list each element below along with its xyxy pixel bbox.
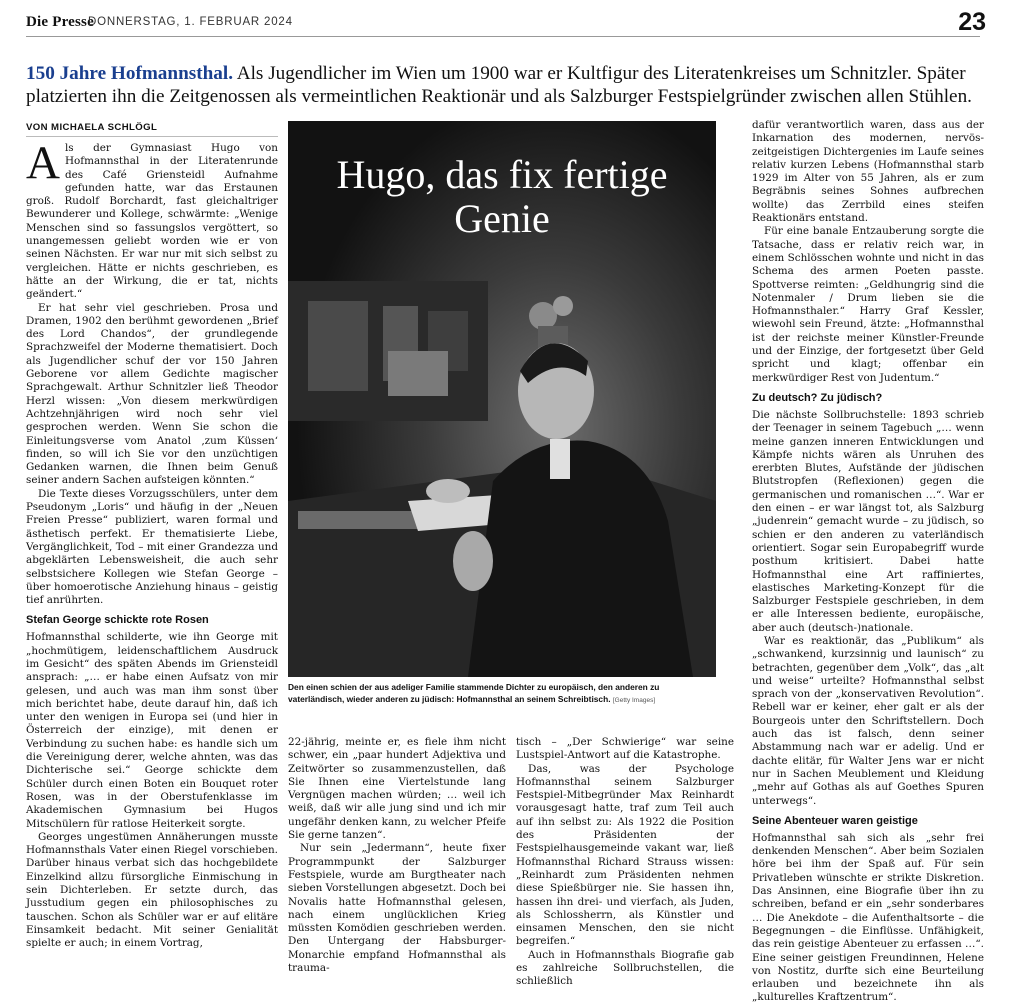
photo-headline: Hugo, das fix fertige Genie	[336, 152, 668, 241]
article-column-1	[26, 137, 278, 951]
article-column-3	[516, 736, 734, 989]
paragraph: Das, was der Psychologe Hofmannsthal seinem Salzburger Festspiel-Mitbegründer Max Reinhardt vorausgesagt hatte, traf zum Teil auch auf ihn selbst zu: Als 1922 die Position des Präsidenten der Festspielhausgemeinde vakant war, ließ Hofmannsthal Richard Strauss wissen: „Reinhardt zum Präsidenten nehmen diese Spießbürger nie. Sie hassen ihn, hassen ihn drei- und vierfach, als Juden, als Schlossherrn, als Künstler und einsamen Menschen, den sie nicht begreifen.“	[516, 762, 734, 948]
paragraph: Die Texte dieses Vorzugsschülers, unter dem Pseudonym „Loris“ und häufig in der „Neuen Freien Presse“ publiziert, waren formal und ästhetisch perfekt. Er thematisierte Liebe, Vergänglichkeit, Tod – mit einer Grandezza und abgeklärten Lebensweisheit, die auch sehr selbstsichere Kollegen wie Stefan George – über homoerotische Anziehung hinaus – geistig tief anrührten.	[26, 487, 278, 607]
paragraph-text: ls der Gymnasiast Hugo von Hofmannsthal in der Literatenrunde des Café Griensteidl Aufnahme gefunden hatte, war das Erstaunen groß. Rudolf Borchardt, fast gleichaltriger Bewunderer und Kollege, schwärmte: „Wenige Menschen sind so fassungslos vergöttert, so unangemessen geliebt worden wie er von seinen Nächsten. Er war nur mit sich selbst zu vergleichen. Hätte er nichts geschrieben, es hätte an der Wirkung, die er tat, nichts geändert.“	[26, 142, 278, 301]
paragraph: Hofmannsthal schilderte, wie ihn George mit „hochmütigem, leidenschaftlichem Ausdruck im Gesicht“ des späten Abends im Griensteidl ansprach: „… er habe einen Aufsatz von mir gelesen, und auch was man ihm sonst über mich berichtet habe, deute darauf hin, daß ich unter den wenigen in Europa sei (und hier in Österreich der einzige), mit denen er Verbindung zu suchen habe: es handle sich um die Vereinigung derer, welche ahnten, was das Dichterische sei.“ George schickte dem Schüler durch einen Boten ein Bouquet roter Rosen, was in der Oberstufenklasse im Akademischen Gymnasium bei Hugos Mitschülern für ratlose Heiterkeit sorgte.	[26, 631, 278, 830]
paragraph: Nur sein „Jedermann“, heute fixer Programmpunkt der Salzburger Festspiele, wurde am Burgtheater nach sieben Vorstellungen abgesetzt. Doch bei Novalis hatte Hofmannsthal gelesen, nach einem unglücklichen Krieg müssten Komödien geschrieben werden. Den Untergang der Habsburger-Monarchie empfand Hofmannsthal als trauma-	[288, 842, 506, 975]
paragraph: War es reaktionär, das „Publikum“ als „schwankend, kurzsinnig und launisch“ zu betrachten, gegenüber dem „Volk“, das „alt und weise“ urteilte? Hofmannsthal selbst sprach von der „konservativen Revolution“. Rebell war er keiner, eher galt er als der Bourgeois unter den Schriftstellern. Doch auch das ist falsch, denn seiner Abstammung nach war er adelig. Und er dachte elitär, für Walter Jens war er nicht nur in Sachen Meublement und Kleidung „mehr auf Gothas als auf Goethes Spuren unterwegs“.	[752, 634, 984, 807]
newspaper-logo: Die Presse	[26, 14, 94, 30]
masthead	[26, 8, 986, 37]
photo-caption	[288, 682, 718, 706]
subheading: Seine Abenteuer waren geistige	[752, 814, 918, 827]
subheading: Zu deutsch? Zu jüdisch?	[752, 391, 883, 404]
deck-kicker: 150 Jahre Hofmannsthal.	[26, 63, 233, 84]
paragraph: Für eine banale Entzauberung sorgte die Tatsache, dass er relativ reich war, in einem Schlösschen wohnte und nicht in das Schema des armen Poeten passte. Spottverse reimten: „Geldhungrig sind die Notenmaler / Drum lieben sie die Hofmannsthaler.“ Harry Graf Kessler, wiewohl sein Freund, ätzte: „Hofmannsthal ist der reichste meiner Künstler-Freunde und der Einzige, der fortgesetzt über Geld spricht und klagt; offenbar ein merkwürdiger Rest von Judentum.“	[752, 225, 984, 384]
article-deck	[26, 62, 982, 108]
drop-cap: A	[26, 137, 60, 189]
paragraph: Die nächste Sollbruchstelle: 1893 schrieb der Teenager in seinem Tagebuch „… wenn meine ganzen inneren Entwicklungen und Kämpfe nichts wären als Unruhen des ererbten Blutes, Aufstände der jüdischen Blutstropfen (Reflexionen) gegen die germanischen und romanischen …“. War er den einen – er war längst tot, als Salzburg „judenrein“ gemacht wurde – zu jüdisch, so schien er den anderen zu vaterländisch orientiert. Sogar sein Europabegriff wurde posthum kritisiert. Dabei hatte Hofmannsthal eine Art raffiniertes, elastisches Marketing-Konzept für die Salzburger Festspiele geschrieben, in dem er alle Interessen bediente, europäische, aber auch (deutsch-)nationale.	[752, 408, 984, 634]
page-number: 23	[958, 8, 986, 36]
byline: VON MICHAELA SCHLÖGL	[26, 122, 278, 137]
photo-credit: [Getty Images]	[612, 696, 656, 704]
paragraph: Hofmannsthal sah sich als „sehr frei denkenden Menschen“. Aber beim Sozialen höre bei ihm der Spaß auf. Für sein Privatleben wünschte er strikte Diskretion. Das Ansinnen, eine Biografie über ihn zu schreiben, befand er ein „sehr sonderbares … Die Anekdote – die Aufenthaltsorte – die Begegnungen – die Einflüsse. Unfähigkeit, das rein geistige Abenteuer zu erfassen …“. Eine seiner geistigen Freundinnen, Helene von Nostitz, durfte sich eine Beurteilung erlauben und bezeichnete ihn als „kulturelles Kraftzentrum“.	[752, 831, 984, 1004]
paragraph: tisch – „Der Schwierige“ war seine Lustspiel-Antwort auf die Katastrophe.	[516, 736, 734, 762]
paragraph: dafür verantwortlich waren, dass aus der Inkarnation des modernen, nervös-zeitgeistigen Dichtergenies im Laufe seines relativ kurzen Lebens (Hofmannsthal starb 1929 im Alter von 55 Jahren, als er zum Begräbnis seines Sohnes aufbrechen wollte) das Zerrbild eines steifen Reaktionärs entstand.	[752, 119, 984, 225]
paragraph	[26, 137, 278, 302]
paragraph: Georges ungestümen Annäherungen musste Hofmannsthals Vater einen Riegel vorschieben. Darüber hinaus verbat sich das hochgebildete Einzelkind allzu fürsorgliche Einmischung in sein Dichterleben. Er setzte durch, das Jusstudium gegen ein philosophisches zu tauschen. Schon als Schüler war er auf elitäre Einsamkeit bedacht. Mit seiner Genialität spielte er auch; in einem Vortrag,	[26, 830, 278, 950]
issue-date: DONNERSTAG, 1. FEBRUAR 2024	[88, 16, 293, 28]
article-photo	[288, 121, 716, 677]
deck-text: Als Jugendlicher im Wien um 1900 war er Kultfigur des Literatenkreises um Schnitzler. Später platzierten ihn die Zeitgenossen als vermeintlichen Reaktionär und als Salzburger Festspielgründer zwischen allen Stühlen.	[26, 63, 972, 107]
article-column-2	[288, 736, 506, 975]
paragraph: Er hat sehr viel geschrieben. Prosa und Dramen, 1902 den berühmt gewordenen „Brief des Lord Chandos“, der grundlegende Sprachzweifel der Moderne thematisiert. Doch als Jugendlicher schuf der vor 150 Jahren Geborene vor allem Gedichte magischer Sprachgewalt. Arthur Schnitzler ließ Theodor Herzl wissen: „Von diesem merkwürdigen Achtzehnjährigen wird noch sehr viel gesprochen werden. Wenn Sie schon die Einleitungsverse vom Anatol ‚zum Küssen‘ finden, so will ich Sie vor den unzüchtigen Gedanken warnen, die Ihnen beim Genuß seiner andern Sachen aufsteigen könnten.“	[26, 301, 278, 487]
caption-text: Den einen schien der aus adeliger Familie stammende Dichter zu europäisch, den anderen zu vaterländisch, wieder anderen zu jüdisch: Hofmannsthal an seinem Schreibtisch.	[288, 682, 660, 704]
subheading: Stefan George schickte rote Rosen	[26, 614, 209, 627]
paragraph: Auch in Hofmannsthals Biografie gab es zahlreiche Sollbruchstellen, die schließlich	[516, 948, 734, 988]
paragraph: 22-jährig, meinte er, es fiele ihm nicht schwer, ein „paar hundert Adjektiva und Zeitwörter so zusammenzustellen, daß Sie Ihnen eine Viertelstunde lang Vergnügen machen würden; … weil ich weiß, daß wir alle jung sind und ich mir ungefähr denken kann, zu welcher Pfeife Sie gerne tanzen“.	[288, 736, 506, 842]
article-column-4	[752, 119, 984, 1005]
